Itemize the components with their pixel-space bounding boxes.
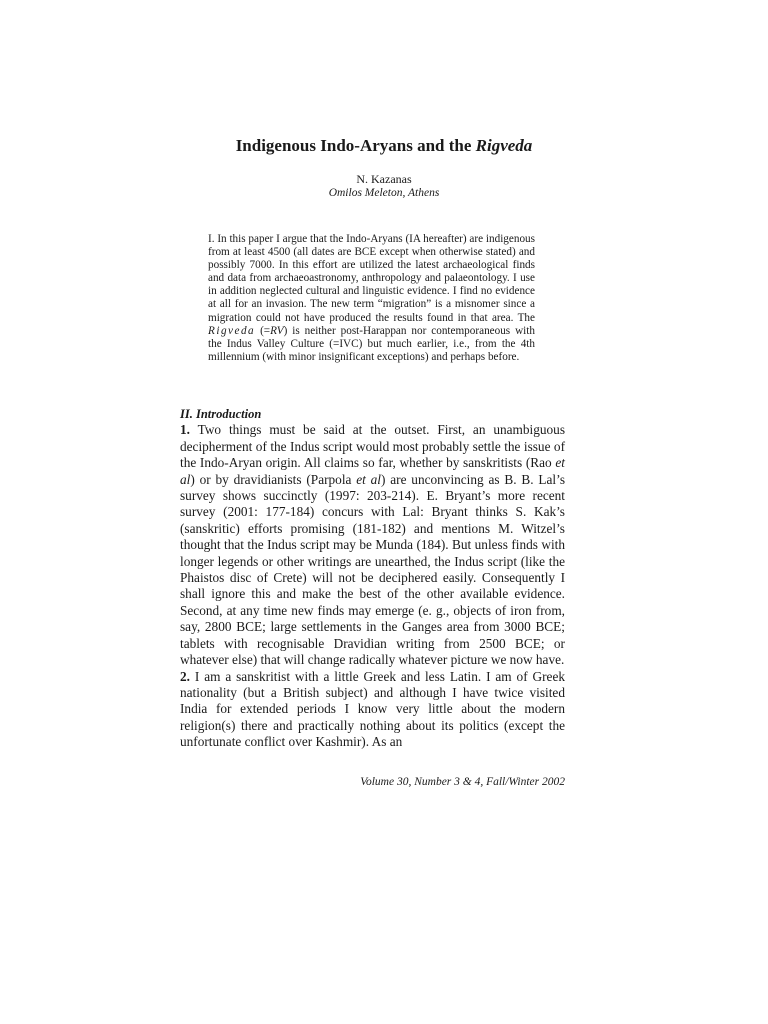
paragraph-1-text-a: Two things must be said at the outset. First, an unambiguous decipherment of the Indus script would most probably settle the issue of the Indo-Aryan origin. All claims so far, whether by sanskritists (Rao	[180, 422, 565, 471]
abstract-text-3: ) is neither post-Harappan nor contemporaneous with the Indus Valley Culture (=IVC) but much earlier, i.e., from the 4th millennium (with minor insignificant exceptions) and perhaps before.	[208, 324, 535, 363]
abstract-text-2: (=	[255, 324, 271, 337]
abstract	[208, 233, 535, 364]
section-heading: II. Introduction	[180, 407, 262, 421]
body-text	[180, 406, 565, 751]
title-main: Indigenous Indo-Aryans and the	[235, 136, 476, 155]
paragraph-1-etal-1: et al	[180, 455, 565, 487]
paragraph-2-number: 2.	[180, 668, 190, 684]
paragraph-1	[180, 422, 565, 668]
paragraph-1-text-c: ) are unconvincing as B. B. Lal’s survey shows succinctly (1997: 203-214). E. Bryant’s more recent survey (2001: 177-184) concurs with Lal: Bryant thinks S. Kak’s (sanskritic) efforts promising (181-182) and mentions M. Witzel’s thought that the Indus script may be Munda (184). But unless finds with longer legends or other writings are unearthed, the Indus script (like the Phaistos disc of Crete) will not be deciphered easily. Consequently I shall ignore this and make the best of the other available evidence. Second, at any time new finds may emerge (e. g., objects of iron from, say, 2800 BCE; large settlements in the Ganges area from 3000 BCE; tablets with recognisable Dravidian writing from 2500 BCE; or whatever else) that will change radically whatever picture we now have.	[180, 471, 565, 668]
paragraph-1-text-b: ) or by dravidianists (Parpola	[190, 471, 357, 487]
author-name: N. Kazanas	[356, 172, 412, 186]
author-affiliation: Omilos Meleton, Athens	[328, 187, 440, 199]
paragraph-1-number: 1.	[180, 422, 190, 438]
paper-title	[0, 136, 768, 156]
paragraph-1-etal-2: et al	[356, 471, 381, 487]
abstract-text-1: I. In this paper I argue that the Indo-Aryans (IA hereafter) are indigenous from at least 4500 (all dates are BCE except when otherwise stated) and possibly 7000. In this effort are utilized the latest archaeological finds and data from archaeoastronomy, anthropology and palaeontology. I use in addition neglected cultural and linguistic evidence. I find no evidence at all for an invasion. The new term “migration” is a misnomer since a migration could not have produced the results found in that area. The	[208, 233, 535, 324]
abstract-rv-abbr: RV	[270, 324, 284, 337]
paragraph-2	[180, 669, 565, 751]
paragraph-2-text: I am a sanskritist with a little Greek and less Latin. I am of Greek nationality (but a British subject) and although I have twice visited India for extended periods I know very little about the modern religion(s) there and practically nothing about its politics (except the unfortunate conflict over Kashmir). As an	[180, 668, 565, 750]
abstract-rigveda: Rigveda	[208, 324, 256, 337]
title-italic: Rigveda	[475, 136, 533, 155]
journal-footer: Volume 30, Number 3 & 4, Fall/Winter 2002	[360, 776, 565, 788]
